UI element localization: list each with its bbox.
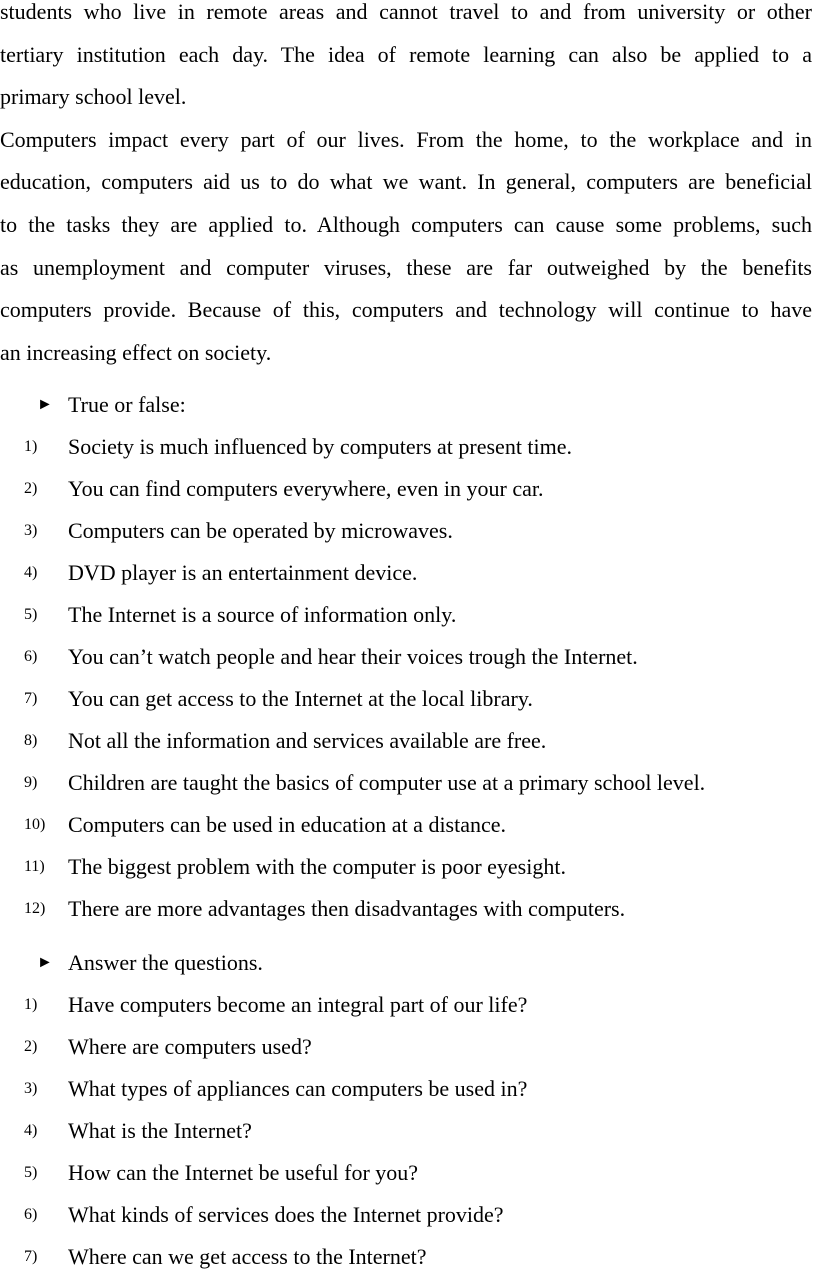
paragraph-line: Computers impact every part of our lives. From the home, to the workplace and in bbox=[0, 126, 812, 152]
item-text: What types of appliances can computers be used in? bbox=[68, 1076, 528, 1102]
item-text: Computers can be operated by microwaves. bbox=[68, 518, 453, 544]
item-number: 3) bbox=[24, 1080, 38, 1098]
list-item bbox=[0, 1110, 812, 1152]
item-number: 2) bbox=[24, 480, 38, 498]
list-item bbox=[0, 1236, 812, 1278]
item-number: 7) bbox=[24, 1248, 38, 1266]
item-text: The Internet is a source of information only. bbox=[68, 602, 457, 628]
item-text: Computers can be used in education at a distance. bbox=[68, 812, 507, 838]
list-item bbox=[0, 762, 812, 804]
item-text: How can the Internet be useful for you? bbox=[68, 1160, 419, 1186]
item-text: Children are taught the basics of computer use at a primary school level. bbox=[68, 770, 706, 796]
item-text: Where are computers used? bbox=[68, 1034, 312, 1060]
list-item bbox=[0, 552, 812, 594]
paragraph-line: an increasing effect on society. bbox=[0, 339, 272, 365]
item-number: 4) bbox=[24, 564, 38, 582]
item-text: You can find computers everywhere, even in your car. bbox=[68, 476, 544, 502]
item-number: 8) bbox=[24, 732, 38, 750]
item-text: You can get access to the Internet at the local library. bbox=[68, 686, 533, 712]
bullet-arrow-icon: ► bbox=[37, 954, 53, 972]
paragraph bbox=[0, 0, 812, 119]
item-text: DVD player is an entertainment device. bbox=[68, 560, 418, 586]
list-item bbox=[0, 846, 812, 888]
list-item bbox=[0, 1026, 812, 1068]
item-number: 7) bbox=[24, 690, 38, 708]
paragraph-line: primary school level. bbox=[0, 84, 187, 110]
list-item bbox=[0, 510, 812, 552]
bullet-arrow-icon: ► bbox=[37, 396, 53, 414]
list-item bbox=[0, 1068, 812, 1110]
item-text: Where can we get access to the Internet? bbox=[68, 1244, 427, 1270]
item-number: 6) bbox=[24, 648, 38, 666]
list-item bbox=[0, 468, 812, 510]
exercise-heading bbox=[0, 384, 812, 426]
item-number: 1) bbox=[24, 996, 38, 1014]
item-number: 12) bbox=[24, 900, 46, 918]
item-number: 5) bbox=[24, 1164, 38, 1182]
list-item bbox=[0, 636, 812, 678]
item-number: 5) bbox=[24, 606, 38, 624]
list-item bbox=[0, 984, 812, 1026]
paragraph-line: education, computers aid us to do what we want. In general, computers are beneficial bbox=[0, 169, 812, 195]
item-number: 9) bbox=[24, 774, 38, 792]
exercise-title: True or false: bbox=[68, 392, 186, 418]
paragraph-line: students who live in remote areas and cannot travel to and from university or other bbox=[0, 0, 812, 24]
paragraph-line: computers provide. Because of this, computers and technology will continue to have bbox=[0, 297, 812, 323]
item-text: The biggest problem with the computer is poor eyesight. bbox=[68, 854, 566, 880]
paragraph-line: as unemployment and computer viruses, these are far outweighed by the benefits bbox=[0, 254, 812, 280]
list-item bbox=[0, 594, 812, 636]
paragraph-line: tertiary institution each day. The idea of remote learning can also be applied to a bbox=[0, 41, 812, 67]
exercise-title: Answer the questions. bbox=[68, 950, 263, 976]
list-item bbox=[0, 426, 812, 468]
item-number: 11) bbox=[24, 858, 45, 876]
exercise-heading bbox=[0, 942, 812, 984]
exercise-section bbox=[0, 384, 812, 930]
list-item bbox=[0, 804, 812, 846]
paragraph bbox=[0, 119, 812, 375]
item-number: 10) bbox=[24, 816, 46, 834]
item-text: There are more advantages then disadvantages with computers. bbox=[68, 896, 626, 922]
item-text: What is the Internet? bbox=[68, 1118, 252, 1144]
exercise-section bbox=[0, 942, 812, 1278]
list-item bbox=[0, 888, 812, 930]
item-text: You can’t watch people and hear their voices trough the Internet. bbox=[68, 644, 638, 670]
paragraph-line: to the tasks they are applied to. Although computers can cause some problems, such bbox=[0, 211, 812, 237]
item-text: What kinds of services does the Internet provide? bbox=[68, 1202, 504, 1228]
body-text bbox=[0, 0, 812, 374]
item-text: Society is much influenced by computers at present time. bbox=[68, 434, 573, 460]
item-text: Have computers become an integral part of our life? bbox=[68, 992, 528, 1018]
exercises bbox=[0, 384, 812, 1278]
item-number: 2) bbox=[24, 1038, 38, 1056]
item-number: 6) bbox=[24, 1206, 38, 1224]
item-number: 1) bbox=[24, 438, 38, 456]
list-item bbox=[0, 720, 812, 762]
list-item bbox=[0, 678, 812, 720]
item-number: 4) bbox=[24, 1122, 38, 1140]
list-item bbox=[0, 1152, 812, 1194]
item-text: Not all the information and services available are free. bbox=[68, 728, 547, 754]
list-item bbox=[0, 1194, 812, 1236]
item-number: 3) bbox=[24, 522, 38, 540]
